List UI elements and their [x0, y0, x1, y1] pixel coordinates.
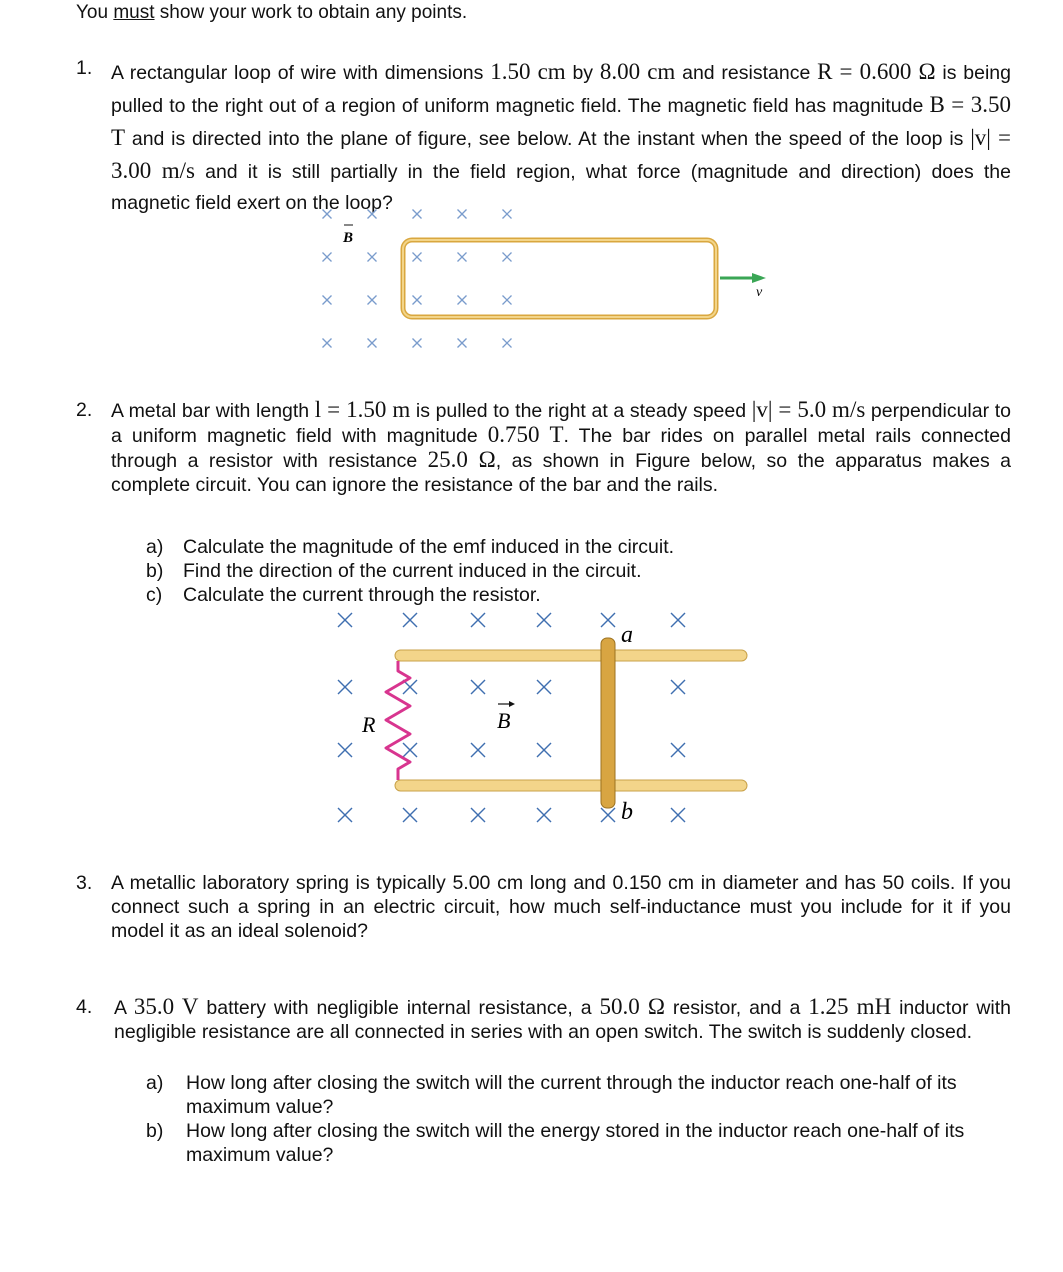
velocity-arrowhead [752, 273, 766, 283]
resistor-label: R [362, 712, 376, 737]
bar-end-label-a: a [621, 622, 633, 648]
field-label-b: B [497, 708, 511, 733]
field-label-b: B [343, 230, 354, 246]
figure-1-loop-in-field [300, 200, 800, 360]
figure-2-sliding-bar [320, 605, 760, 830]
question-number: 3. [76, 872, 93, 894]
top-rail [395, 650, 747, 661]
instructions: You must show your work to obtain any points. [76, 2, 468, 23]
question-number: 4. [76, 996, 93, 1018]
question-3: 3. A metallic laboratory spring is typically 5.00 cm long and 0.150 cm in diameter and has 50 coils. If you connect such a spring in an electric circuit, how much self-inductance must you include for it if you model it as an ideal solenoid? [76, 872, 1011, 942]
question-4: 4. A 35.0 V battery with negligible internal resistance, a 50.0 Ω resistor, and a 1.25 mH inductor with negligible resistance are all connected in series with an open switch. The switch is suddenly closed. [76, 994, 1012, 1043]
question-2: 2. A metal bar with length l = 1.50 m is pulled to the right at a steady speed |v| = 5.0 m/s perpendicular to a uniform magnetic field with magnitude 0.750 T. The bar rides on parallel metal rails connected through a resistor with resistance 25.0 Ω, as shown in Figure below, so the apparatus makes a complete circuit. You can ignore the resistance of the bar and the rails. [76, 397, 1011, 496]
metal-bar [601, 638, 615, 808]
question-number: 1. [76, 57, 93, 79]
question-2-part-c: c) Calculate the current through the resistor. [146, 584, 541, 606]
question-number: 2. [76, 399, 93, 421]
emphasis-must: must [113, 2, 155, 23]
question-2-part-a: a) Calculate the magnitude of the emf induced in the circuit. [146, 536, 675, 558]
question-4-part-b: b) How long after closing the switch will the energy stored in the inductor reach one-half of its maximum value? [146, 1120, 965, 1166]
wire-loop-inner [403, 240, 716, 317]
bar-end-label-b: b [621, 799, 633, 825]
wire-loop [403, 240, 716, 317]
bottom-rail [395, 780, 747, 791]
resistor [386, 661, 410, 780]
question-1: 1. A rectangular loop of wire with dimensions 1.50 cm by 8.00 cm and resistance R = 0.600 Ω is being pulled to the right out of a region of uniform magnetic field. The magnetic field has magnitude B = 3.50 T and is directed into the plane of figure, see below. At the instant when the speed of the loop is |v| = 3.00 m/s and it is still partially in the field region, what force (magnitude and direction) does the magnetic field exert on the loop? [76, 57, 1012, 214]
velocity-label: v [756, 285, 763, 300]
question-2-part-b: b) Find the direction of the current induced in the circuit. [146, 560, 642, 582]
question-4-part-a: a) How long after closing the switch will the current through the inductor reach one-half of its maximum value? [146, 1072, 957, 1118]
